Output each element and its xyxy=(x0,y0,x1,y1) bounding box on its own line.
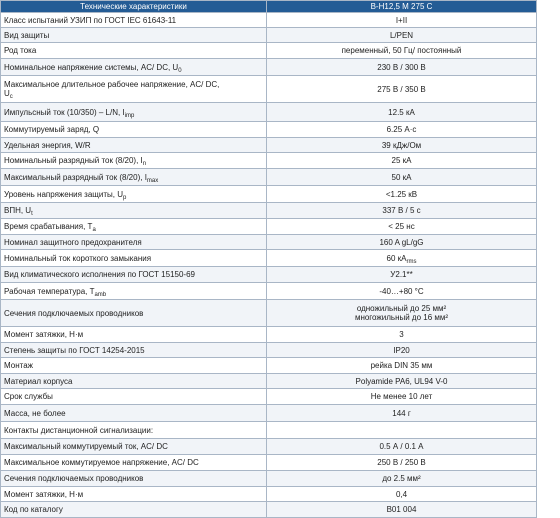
value-cell xyxy=(267,471,537,487)
parameter-subscript: amb xyxy=(94,291,107,298)
parameter-label: Сечения подключаемых проводников xyxy=(4,474,144,483)
value-text: IP20 xyxy=(393,345,410,355)
table-body xyxy=(1,13,537,518)
table-row xyxy=(1,300,537,327)
value-text: 12.5 кА xyxy=(388,107,415,117)
parameter-label: Номинальный ток короткого замыкания xyxy=(4,253,152,263)
parameter-label: Удельная энергия, W/R xyxy=(4,140,91,150)
value-cell xyxy=(267,439,537,455)
value-text: 337 В / 5 с xyxy=(382,206,421,215)
parameter-cell xyxy=(1,76,267,103)
parameter-label: Время срабатывания, T xyxy=(4,222,93,231)
parameter-label: Уровень напряжения защиты, U xyxy=(4,189,123,199)
table-row xyxy=(1,13,537,28)
value-text: рейка DIN 35 мм xyxy=(370,361,433,370)
value-text: < 25 нс xyxy=(388,222,415,231)
value-text: переменный, 50 Гц/ постоянный xyxy=(341,46,462,55)
parameter-subscript: c xyxy=(9,94,13,100)
table-row xyxy=(1,235,537,250)
value-text: 25 кА xyxy=(391,156,412,165)
parameter-cell xyxy=(1,471,267,487)
value-text: 275 В / 350 В xyxy=(377,84,426,94)
parameter-subscript: a xyxy=(92,227,96,233)
table-row xyxy=(1,203,537,219)
value-cell xyxy=(267,343,537,358)
table-row xyxy=(1,219,537,235)
parameter-label: ВПН, U xyxy=(4,206,32,215)
table-row xyxy=(1,327,537,343)
parameter-cell xyxy=(1,343,267,358)
value-cell xyxy=(267,76,537,103)
value-cell xyxy=(267,186,537,203)
parameter-label: Номинал защитного предохранителя xyxy=(4,237,142,247)
parameter-cell xyxy=(1,186,267,203)
table-row xyxy=(1,76,537,103)
value-cell xyxy=(267,374,537,389)
value-cell xyxy=(267,283,537,300)
parameter-cell xyxy=(1,203,267,219)
table-row xyxy=(1,471,537,487)
value-text: 230 В / 300 В xyxy=(377,62,426,72)
parameter-subscript: n xyxy=(142,161,147,167)
table-row xyxy=(1,343,537,358)
value-text: 60 кА xyxy=(386,253,407,263)
table-row xyxy=(1,59,537,76)
table-row xyxy=(1,186,537,203)
parameter-label: Степень защиты по ГОСТ 14254-2015 xyxy=(4,345,145,355)
parameter-label: Вид защиты xyxy=(4,30,50,40)
table-row xyxy=(1,169,537,186)
table-row xyxy=(1,28,537,43)
value-cell xyxy=(267,487,537,502)
value-text: У2.1** xyxy=(390,270,413,279)
header-parameter: Технические характеристики xyxy=(1,1,267,13)
value-text: 0.5 А / 0.1 А xyxy=(379,442,424,451)
value-text: 160 A gL/gG xyxy=(379,237,424,247)
parameter-cell xyxy=(1,358,267,374)
value-cell xyxy=(267,219,537,235)
value-cell xyxy=(267,59,537,76)
parameter-label: Максимальное коммутируемое напряжение, AC/ DC xyxy=(4,458,199,467)
value-text: I+II xyxy=(395,15,408,25)
value-text: одножильный до 25 мм² xyxy=(356,304,447,313)
parameter-label-line2: U xyxy=(4,89,10,98)
value-text: 144 г xyxy=(392,408,411,418)
value-text: 39 кДж/Ом xyxy=(381,140,422,150)
value-text: 0,4 xyxy=(395,489,408,499)
parameter-cell xyxy=(1,43,267,59)
parameter-cell xyxy=(1,283,267,300)
parameter-cell xyxy=(1,389,267,405)
table-row xyxy=(1,153,537,169)
parameter-label: Род тока xyxy=(4,46,37,55)
value-cell xyxy=(267,300,537,327)
value-text: Polyamide PA6, UL94 V-0 xyxy=(355,376,448,386)
parameter-label: Коммутируемый заряд, Q xyxy=(4,125,100,134)
table-row xyxy=(1,439,537,455)
parameter-cell xyxy=(1,422,267,439)
value-cell xyxy=(267,405,537,422)
parameter-cell xyxy=(1,153,267,169)
value-text: -40…+80 °С xyxy=(379,286,424,296)
parameter-label: Момент затяжки, Н·м xyxy=(4,489,84,499)
table-row xyxy=(1,250,537,267)
parameter-cell xyxy=(1,219,267,235)
parameter-subscript: t xyxy=(31,211,33,217)
value-text-line2: многожильный до 16 мм² xyxy=(354,313,449,322)
value-text: 250 В / 250 В xyxy=(377,458,426,467)
table-header-row xyxy=(1,1,537,13)
parameter-label: Вид климатического исполнения по ГОСТ 15150-69 xyxy=(4,270,195,279)
parameter-label: Момент затяжки, Н·м xyxy=(4,330,84,339)
parameter-cell xyxy=(1,405,267,422)
value-subscript: rms xyxy=(406,258,417,265)
value-cell xyxy=(267,28,537,43)
parameter-label: Максимальное длительное рабочее напряжение, AC/ DC, xyxy=(4,80,220,89)
parameter-label: Масса, не более xyxy=(4,408,66,418)
value-cell xyxy=(267,455,537,471)
parameter-label: Максимальный разрядный ток (8/20), I xyxy=(4,172,147,182)
parameter-cell xyxy=(1,439,267,455)
parameter-label: Номинальный разрядный ток (8/20), I xyxy=(4,156,143,165)
value-cell xyxy=(267,235,537,250)
table-row xyxy=(1,455,537,471)
value-text: Не менее 10 лет xyxy=(370,392,433,401)
value-cell xyxy=(267,358,537,374)
value-cell xyxy=(267,103,537,122)
table-row xyxy=(1,487,537,502)
value-text: 3 xyxy=(399,330,404,339)
parameter-cell xyxy=(1,267,267,283)
value-text: L/PEN xyxy=(389,30,414,40)
parameter-cell xyxy=(1,487,267,502)
value-cell xyxy=(267,422,537,439)
parameter-label: Класс испытаний УЗИП по ГОСТ IEC 61643-11 xyxy=(4,15,177,25)
parameter-label: Номинальное напряжение системы, AC/ DC, U xyxy=(4,62,179,72)
parameter-cell xyxy=(1,250,267,267)
value-cell xyxy=(267,13,537,28)
value-text: <1.25 кВ xyxy=(385,189,418,199)
parameter-label: Рабочая температура, T xyxy=(4,286,95,296)
value-text: B01 004 xyxy=(386,505,417,514)
value-cell xyxy=(267,203,537,219)
parameter-cell xyxy=(1,169,267,186)
value-cell xyxy=(267,389,537,405)
parameter-label: Максимальный коммутируемый ток, AC/ DC xyxy=(4,442,168,451)
table-row xyxy=(1,422,537,439)
value-cell xyxy=(267,267,537,283)
parameter-subscript: 0 xyxy=(178,67,182,74)
parameter-label: Монтаж xyxy=(4,361,33,370)
table-row xyxy=(1,43,537,59)
parameter-label: Импульсный ток (10/350) – L/N, I xyxy=(4,107,125,117)
parameter-label: Материал корпуса xyxy=(4,376,73,386)
parameter-cell xyxy=(1,455,267,471)
parameter-cell xyxy=(1,138,267,153)
parameter-cell xyxy=(1,235,267,250)
parameter-label: Срок службы xyxy=(4,392,53,401)
parameter-label: Код по каталогу xyxy=(4,505,63,514)
header-model: В-Н12,5 M 275 С xyxy=(267,1,537,13)
parameter-label: Контакты дистанционной сигнализации: xyxy=(4,425,154,435)
table-row xyxy=(1,103,537,122)
value-text: до 2.5 мм² xyxy=(382,474,421,483)
value-cell xyxy=(267,153,537,169)
table-row xyxy=(1,358,537,374)
table-row xyxy=(1,122,537,138)
table-row xyxy=(1,283,537,300)
value-cell xyxy=(267,327,537,343)
parameter-cell xyxy=(1,28,267,43)
parameter-cell xyxy=(1,300,267,327)
table-row xyxy=(1,405,537,422)
parameter-cell xyxy=(1,122,267,138)
parameter-cell xyxy=(1,59,267,76)
value-text: 6.25 А·с xyxy=(386,125,417,134)
table-row xyxy=(1,267,537,283)
parameter-cell xyxy=(1,374,267,389)
value-cell xyxy=(267,250,537,267)
parameter-subscript: max xyxy=(146,177,159,184)
table-row xyxy=(1,374,537,389)
parameter-subscript: p xyxy=(122,194,127,201)
table-row xyxy=(1,389,537,405)
parameter-cell xyxy=(1,103,267,122)
parameter-subscript: imp xyxy=(124,112,135,119)
value-cell xyxy=(267,138,537,153)
value-cell xyxy=(267,43,537,59)
parameter-cell xyxy=(1,13,267,28)
value-text: 50 кА xyxy=(391,172,412,182)
value-cell xyxy=(267,122,537,138)
parameter-label: Сечения подключаемых проводников xyxy=(4,308,144,318)
table-row xyxy=(1,138,537,153)
value-cell xyxy=(267,169,537,186)
parameter-cell xyxy=(1,327,267,343)
